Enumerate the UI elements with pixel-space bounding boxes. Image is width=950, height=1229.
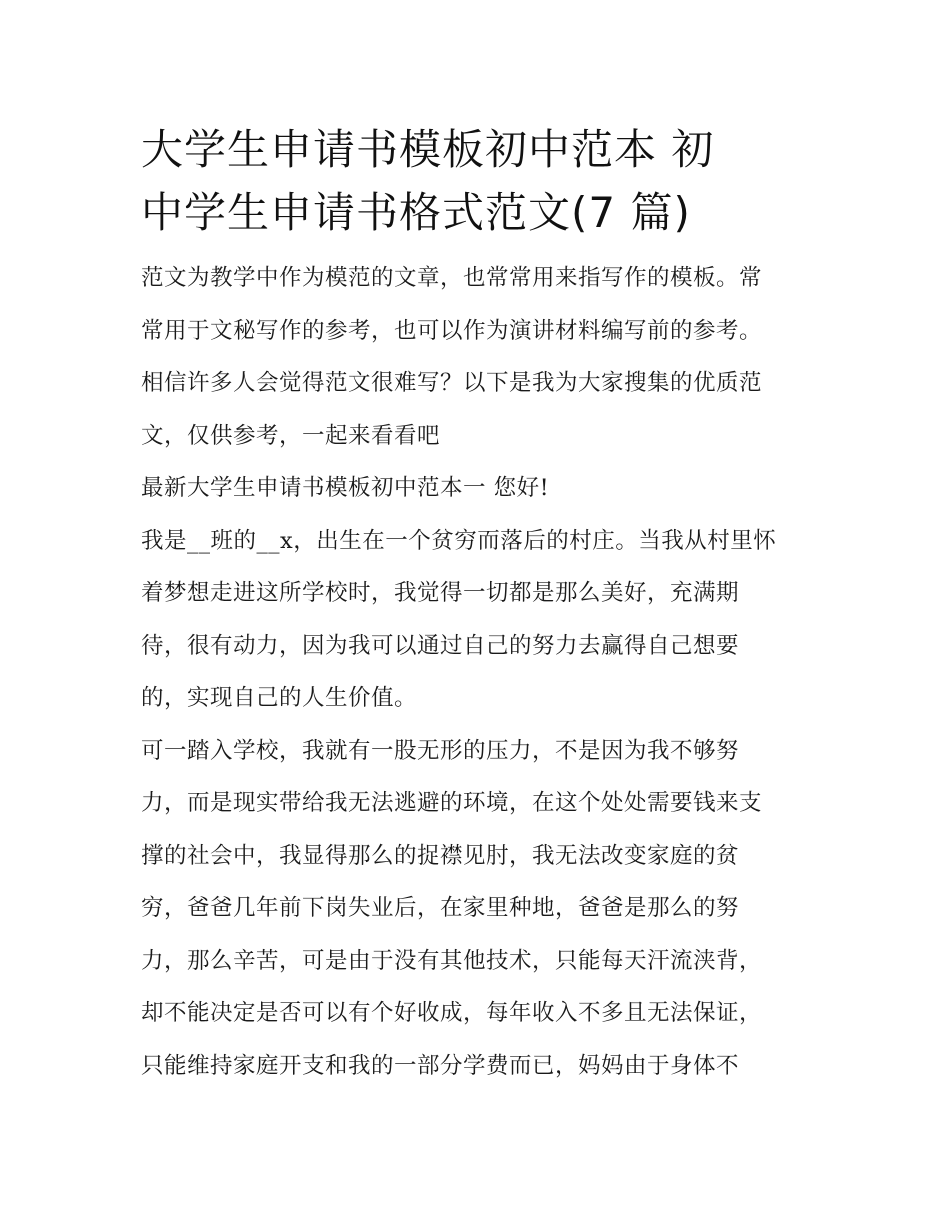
text-line: 文，仅供参考，一起来看看吧 (141, 422, 441, 449)
intro-paragraph (141, 252, 817, 462)
text-line: 待，很有动力，因为我可以通过自己的努力去赢得自己想要 (141, 632, 740, 659)
text-line: 常用于文秘写作的参考，也可以作为演讲材料编写前的参考。 (141, 317, 763, 344)
body-paragraph (141, 515, 817, 725)
title-line: 大学生申请书模板初中范本 初 (141, 125, 715, 174)
body-paragraph (141, 725, 817, 1093)
text-line: 撑的社会中，我显得那么的捉襟见肘，我无法改变家庭的贫 (141, 842, 740, 869)
document-body (141, 118, 817, 1092)
text-line: 范文为教学中作为模范的文章，也常常用来指写作的模板。常 (141, 265, 763, 291)
text-line: 的，实现自己的人生价值。 (141, 685, 418, 711)
text-line: 力，而是现实带给我无法逃避的环境，在这个处处需要钱来支 (141, 790, 763, 816)
text-line: 只能维持家庭开支和我的一部分学费而已，妈妈由于身体不 (141, 1052, 740, 1079)
text-line: 相信许多人会觉得范文很难写？以下是我为大家搜集的优质范 (141, 370, 763, 396)
text-line: 着梦想走进这所学校时，我觉得一切都是那么美好，充满期 (141, 580, 740, 606)
text-line: 我是__班的__x，出生在一个贫穷而落后的村庄。当我从村里怀 (141, 527, 777, 554)
document-title (141, 118, 817, 244)
text-line: 可一踏入学校，我就有一股无形的压力，不是因为我不够努 (141, 737, 740, 764)
section-heading-paragraph (141, 462, 817, 515)
text-line: 力，那么辛苦，可是由于没有其他技术，只能每天汗流浃背， (141, 947, 763, 974)
title-line: 中学生申请书格式范文(7 篇) (141, 188, 691, 237)
text-line: 最新大学生申请书模板初中范本一 您好! (141, 475, 550, 501)
text-line: 却不能决定是否可以有个好收成，每年收入不多且无法保证， (141, 1000, 763, 1026)
text-line: 穷，爸爸几年前下岗失业后，在家里种地，爸爸是那么的努 (141, 895, 740, 921)
